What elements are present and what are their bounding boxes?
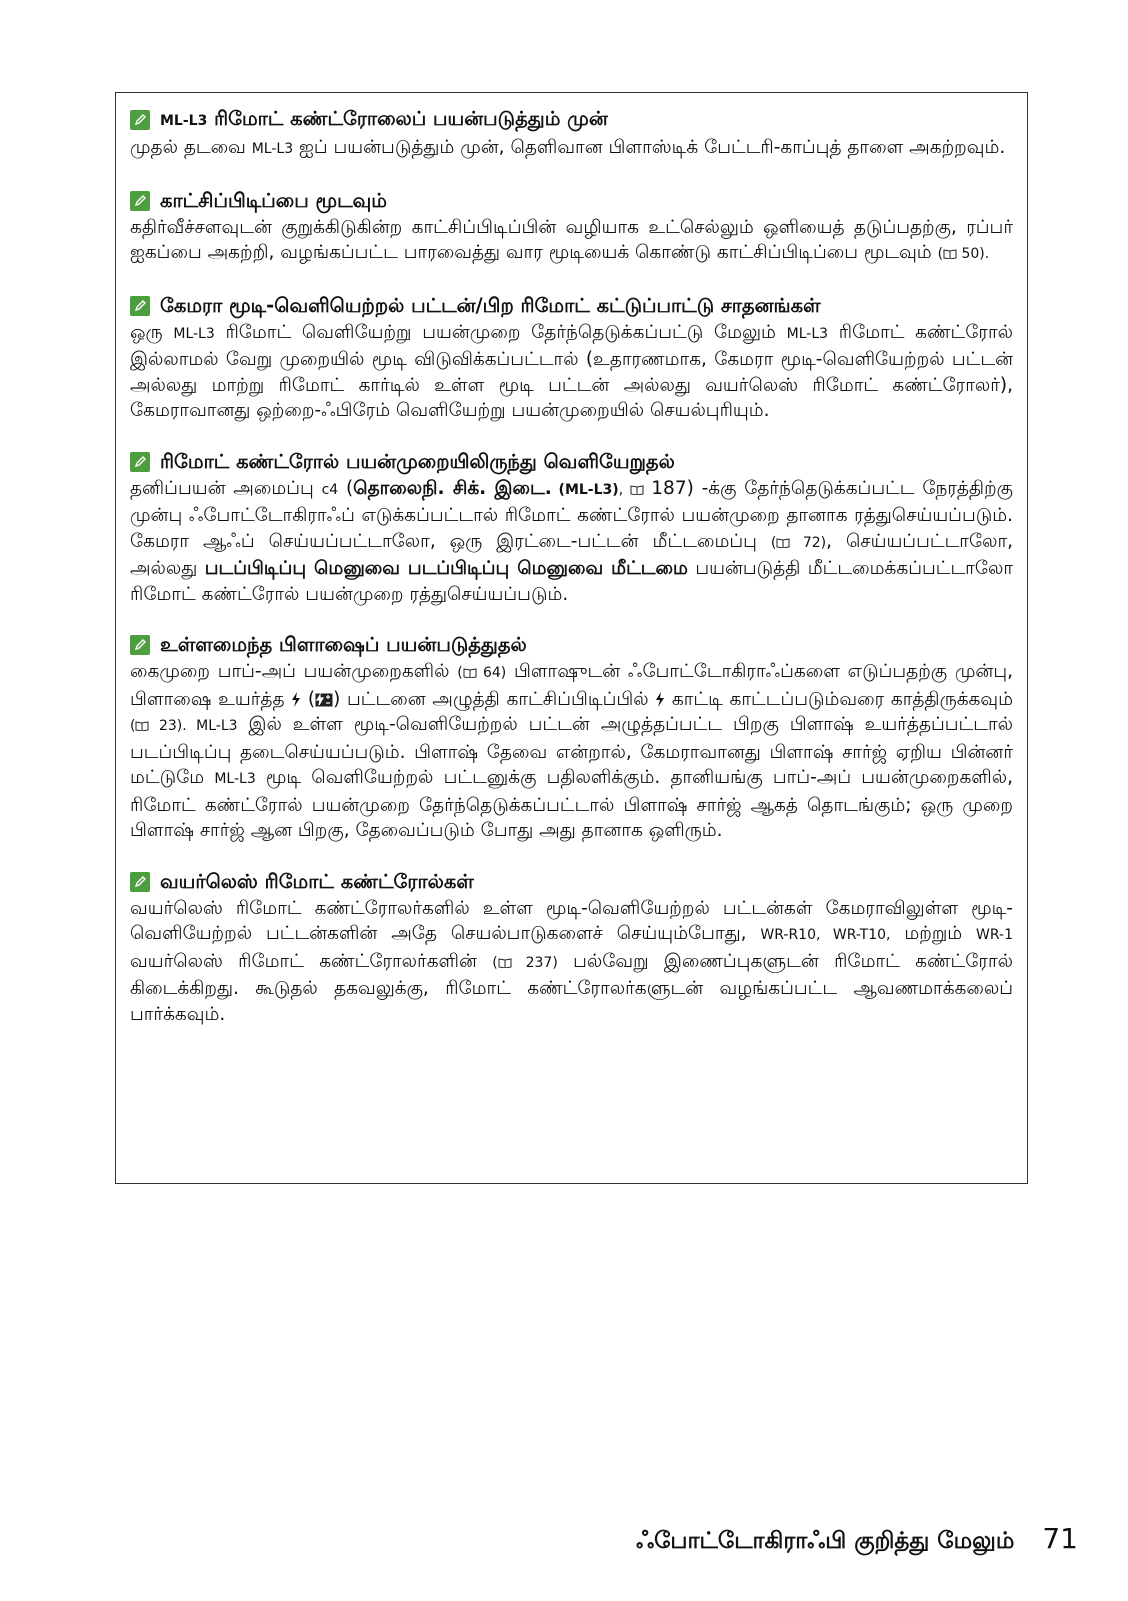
note-body <box>130 215 1013 268</box>
body-text: கதிர்வீச்சளவுடன் குறுக்கிடுகின்ற காட்சிப்பிடிப்பின் வழியாக உட்செல்லும் ஒளியைத் தடுப்பதற்கு, ரப்பர் ஐகப்பை அகற்றி, வழங்கப்பட்ட பாரவைத்து வார மூடியைக் கொண்டு காட்சிப்பிடிப்பை மூடவும் <box>130 216 1013 263</box>
body-text: ரிமோட் வெளியேற்று பயன்முறை தேர்ந்தெடுக்கப்பட்டு மேலும் <box>214 321 787 343</box>
model-label: ML-L3 <box>214 771 256 787</box>
note-body <box>130 476 1013 608</box>
body-text: தனிப்பயன் அமைப்பு <box>130 477 322 499</box>
note-body <box>130 659 1013 844</box>
note-wireless-remotes <box>130 868 1013 1028</box>
note-title-text: கேமரா மூடி-வெளியெற்றல் பட்டன்/பிற ரிமோட் கட்டுப்பாட்டு சாதனங்கள் <box>160 293 821 317</box>
model-label: ML-L3 <box>786 325 829 342</box>
book-icon <box>135 720 149 731</box>
note-close-viewfinder <box>130 187 1013 268</box>
setting-code: c4 <box>321 481 339 498</box>
note-title <box>130 868 1013 896</box>
model-label: WR-1 <box>976 927 1014 943</box>
note-title-text: வயர்லெஸ் ரிமோட் கண்ட்ரோல்கள் <box>160 869 474 893</box>
page-footer <box>636 1522 1078 1557</box>
note-title <box>130 187 1013 215</box>
body-text: ) பட்டனை அழுத்தி காட்சிப்பிடிப்பில் <box>333 688 656 710</box>
pencil-icon <box>130 452 150 472</box>
body-text: முதல் தடவை <box>130 137 252 158</box>
menu-item-name: தொலைநி. சிக். இடை. <box>353 477 552 499</box>
body-text: ரிமோட் கண்ட்ரோல் இல்லாமல் வேறு முறையில் மூடி விடுவிக்கப்பட்டால் <box>130 321 1013 370</box>
ref-text: ( <box>492 954 498 971</box>
note-title-text: ரிமோட் கண்ட்ரோலைப் பயன்படுத்தும் முன் <box>207 107 608 130</box>
pencil-icon <box>130 872 150 892</box>
pencil-icon <box>130 110 150 130</box>
pencil-icon <box>130 191 150 211</box>
note-title <box>130 631 1013 659</box>
ref-text: ( <box>770 534 777 551</box>
note-body <box>130 135 1013 163</box>
book-icon <box>630 484 644 495</box>
notes-box <box>115 92 1028 1184</box>
body-text: ( <box>301 688 316 710</box>
body-text: வயர்லெஸ் ரிமோட் கண்ட்ரோலர்களின் <box>130 950 493 972</box>
ref-text: 50). <box>957 246 990 262</box>
note-exit-remote-mode <box>130 448 1013 608</box>
flash-icon <box>655 692 665 707</box>
note-title-text: ரிமோட் கண்ட்ரோல் பயன்முறையிலிருந்து வெளியேறுதல் <box>160 449 675 473</box>
flash-compensation-icon <box>315 693 333 707</box>
book-icon <box>498 957 512 968</box>
page-number: 71 <box>1042 1522 1078 1555</box>
body-text: இல் உள்ள மூடி-வெளியேற்றல் பட்டன் அழுத்தப்பட்ட பிறகு பிளாஷ் உயர்த்தப்பட்டால் படப்பிடிப்பு தடைசெய்யப்படும். பிளாஷ் தேவை என்றால், கேமராவானது பிளாஷ் சார்ஜ் ஏறிய பின்னர் மட்டுமே <box>130 714 1013 788</box>
book-icon <box>943 248 957 259</box>
model-label: ML-L3 <box>251 141 294 157</box>
book-icon <box>463 667 477 678</box>
body-text: ), கேமராவானது ஒற்றை-ஃபிரேம் வெளியேற்று பயன்முறையில் செயல்புரியும். <box>130 374 1013 421</box>
pencil-icon <box>130 296 150 316</box>
body-text: பிளாஷுடன் ஃபோட்டோகிராஃப்களை எடுப்பதற்கு முன்பு, பிளாஷை உயர்த்த <box>130 661 1013 710</box>
note-title-text: உள்ளமைந்த பிளாஷைப் பயன்படுத்துதல் <box>160 633 527 656</box>
note-title <box>130 448 1013 476</box>
pencil-icon <box>130 635 150 655</box>
ref-text: 72) <box>790 534 827 551</box>
body-text: மூடி வெளியேற்றல் பட்டனுக்கு பதிலளிக்கும். தானியங்கு பாப்-அப் பயன்முறைகளில், ரிமோட் கண்ட்ரோல் பயன்முறை தேர்ந்தெடுக்கப்பட்டால் பிளாஷ் சார்ஜ் ஆகத் தொடங்கும்; ஒரு முறை பிளாஷ் சார்ஜ் ஆன பிறகு, தேவைப்படும் போது அது தானாக ஒளிரும். <box>130 767 1013 841</box>
body-text: (உதாரணமாக, கேமரா மூடி-வெளியேற்றல் பட்டன் அல்லது மாற்று ரிமோட் கார்டில் உள்ள மூடி பட்டன் அல்லது வயர்லெஸ் ரிமோட் கண்ட்ரோலர் <box>130 349 1014 396</box>
body-text: கைமுறை பாப்-அப் பயன்முறைகளில் <box>130 661 458 682</box>
body-text: மற்றும் <box>890 923 977 944</box>
body-text: பல்வேறு இணைப்புகளுடன் ரிமோட் கண்ட்ரோல் கிடைக்கிறது. கூடுதல் தகவலுக்கு, ரிமோட் கண்ட்ரோலர்களுடன் வழங்கப்பட்ட ஆவணமாக்கலைப் பார்க்கவும். <box>130 950 1013 1025</box>
model-label: ML-L3 <box>173 325 215 342</box>
body-text: காட்டி காட்டப்படும்வரை காத்திருக்கவும் <box>665 688 1013 710</box>
ref-text: ( <box>457 665 463 681</box>
note-built-in-flash <box>130 631 1013 844</box>
note-body <box>130 320 1013 424</box>
model-label: (ML-L3) <box>551 481 619 498</box>
note-title <box>130 292 1013 320</box>
body-text: வயர்லெஸ் ரிமோட் கண்ட்ரோலர்களில் உள்ள மூடி-வெளியேற்றல் பட்டன்கள் கேமராவிலுள்ள மூடி-வெளியேற்றல் பட்டன்களின் அதே செயல்பாடுகளைச் செய்யும்போது, <box>130 897 1013 944</box>
note-ml-l3-before-use <box>130 105 1013 163</box>
ref-text: ( <box>130 718 136 734</box>
ref-text: 237) <box>511 954 558 971</box>
note-title-text: காட்சிப்பிடிப்பை மூடவும் <box>160 188 388 212</box>
body-text: , செய்யப்பட்டாலோ, அல்லது <box>130 530 1013 579</box>
book-icon <box>776 537 790 548</box>
model-label: ML-L3 <box>160 113 208 129</box>
note-body <box>130 896 1013 1028</box>
body-text: ( <box>338 477 354 499</box>
ref-text: 64) <box>476 665 507 681</box>
note-shutter-release-other-remote <box>130 292 1013 424</box>
note-title <box>130 105 1013 135</box>
menu-item-name: படப்பிடிப்பு மெனுவை படப்பிடிப்பு மெனுவை மீட்டமை <box>204 558 688 579</box>
ref-text: ( <box>937 246 944 262</box>
ref-text: 23). ML-L3 <box>149 718 238 734</box>
body-text: 187) -க்கு தேர்ந்தெடுக்கப்பட்ட நேரத்திற்கு முன்பு ஃபோட்டோகிராஃப் எடுக்கப்பட்டால் ரிமோட் கண்ட்ரோல் பயன்முறை தானாக ரத்துசெய்யப்படும். கேமரா ஆஃப் செய்யப்பட்டாலோ, ஒரு இரட்டை-பட்டன் மீட்டமைப்பு <box>130 477 1014 552</box>
body-text: ஒரு <box>130 321 174 343</box>
body-text: ஐப் பயன்படுத்தும் முன், தெளிவான பிளாஸ்டிக் பேட்டரி-காப்புத் தாளை அகற்றவும். <box>293 137 1006 158</box>
ref-text: , <box>618 481 630 498</box>
model-label: WR-R10, WR-T10, <box>760 927 891 943</box>
section-title: ஃபோட்டோகிராஃபி குறித்து மேலும் <box>636 1528 1015 1554</box>
body-text: பயன்படுத்தி மீட்டமைக்கப்பட்டாலோ ரிமோட் கண்ட்ரோல் பயன்முறை ரத்துசெய்யப்படும். <box>130 558 1013 605</box>
flash-icon <box>291 692 301 707</box>
